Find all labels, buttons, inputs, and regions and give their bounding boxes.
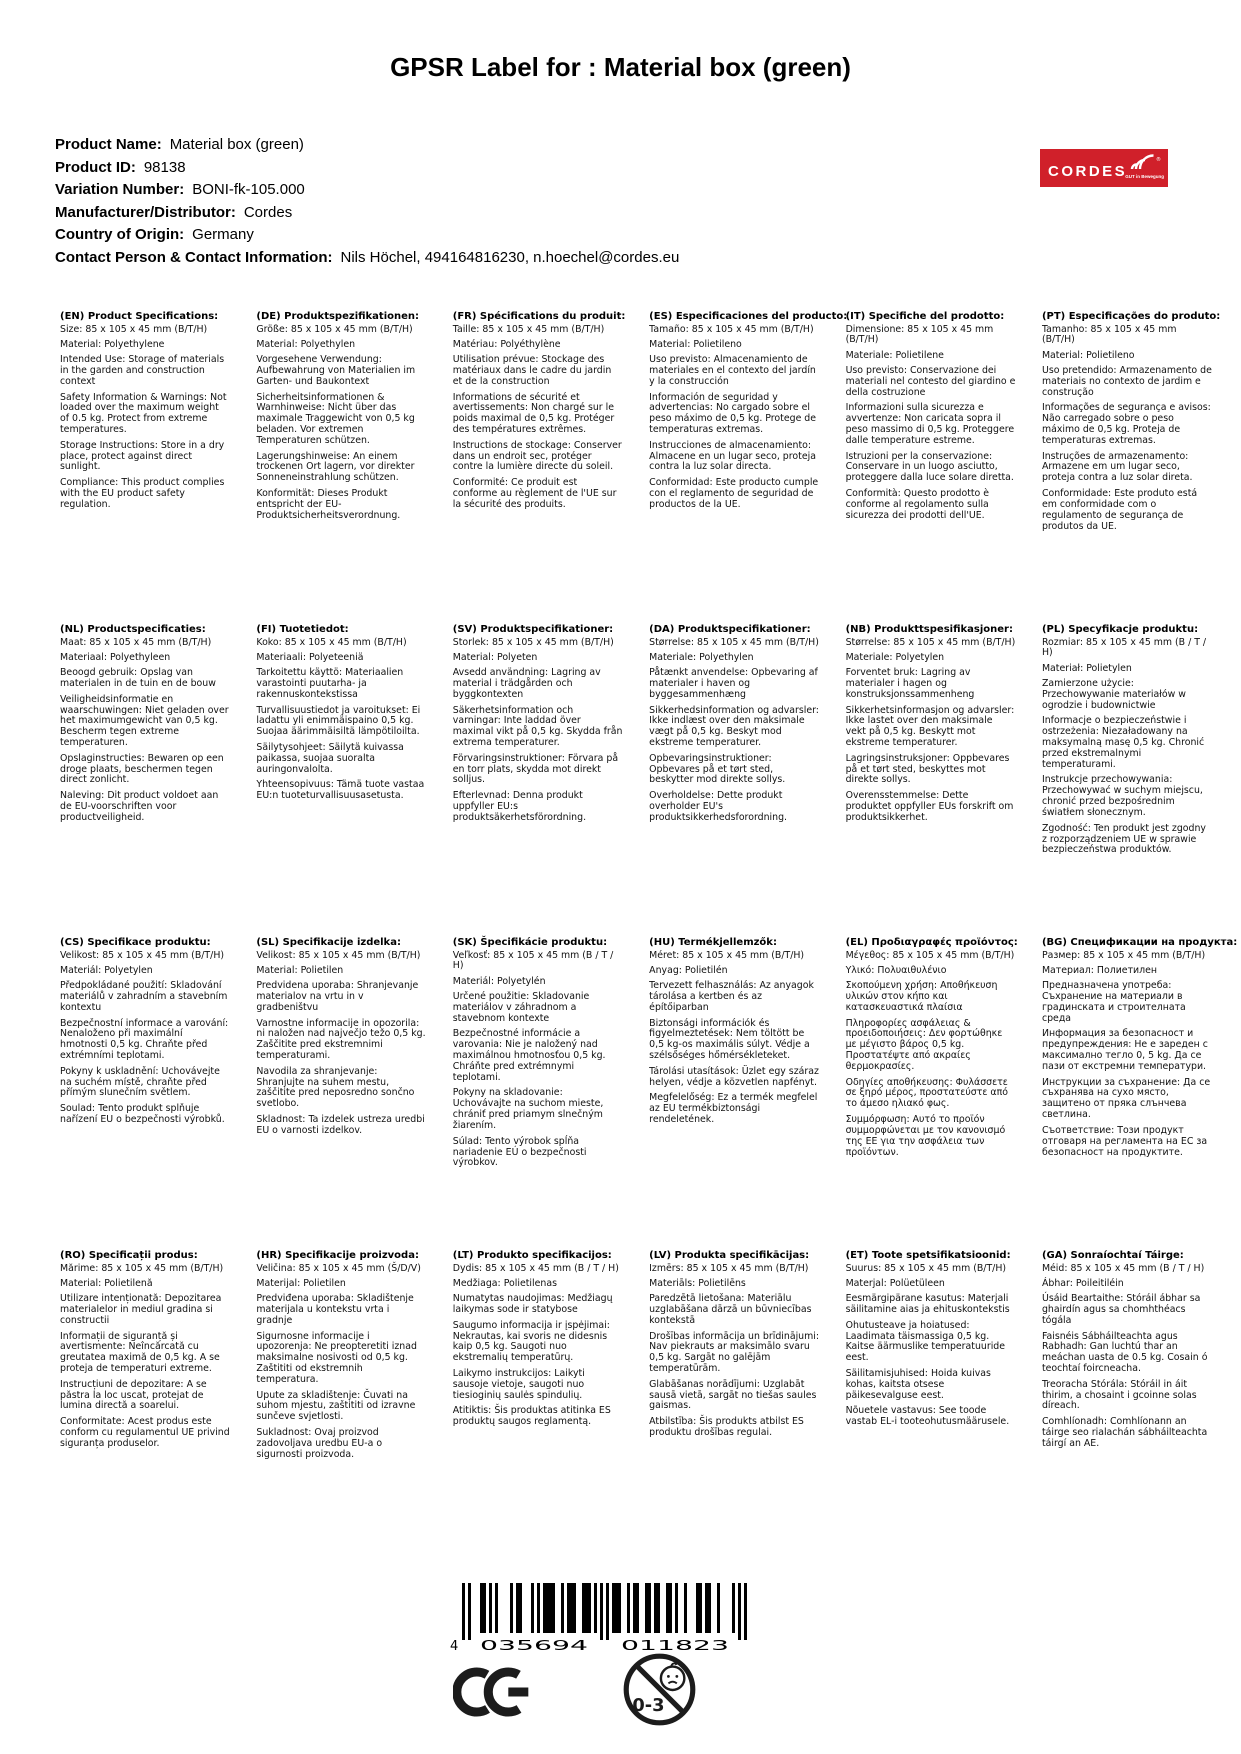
language-block-paragraph: Materiale: Polietilene	[845, 349, 944, 361]
language-block-paragraph: Nõuetele vastavus: See toode vastab EL-i tooteohutusmäärusele.	[845, 1404, 1010, 1427]
language-block-paragraph: Veľkosť: 85 x 105 x 45 mm (B / T / H)	[452, 949, 614, 972]
language-block-paragraph: Materiaal: Polyethyleen	[60, 651, 171, 663]
language-block-paragraph: Material: Polyethylen	[256, 338, 356, 350]
language-block-paragraph: Uso previsto: Conservazione dei materiali nel contesto del giardino e della costruzione	[845, 365, 1016, 399]
product-info-label: Contact Person & Contact Information:	[55, 248, 333, 266]
language-block-lt	[453, 1250, 623, 1563]
language-block-paragraph: Navodila za shranjevanje: Shranjujte na suhem mestu, zaščitite pred neposredno sončno svetlobo.	[256, 1065, 415, 1110]
language-block-paragraph: Instructions de stockage: Conserver dans un endroit sec, protéger contre la lumière directe du soleil.	[452, 439, 622, 473]
product-info-value: Nils Höchel, 494164816230, n.hoechel@cordes.eu	[340, 248, 680, 266]
language-block-header: (NL) Productspecificaties:	[60, 624, 206, 635]
language-block-paragraph: Maat: 85 x 105 x 45 mm (B/T/H)	[60, 636, 212, 648]
language-block-paragraph: Bezpečnostné informácie a varovania: Nie je naložený nad maximálnou hmotnosťou 0,5 kg. Chráňte pred extrémnymi teplotami.	[452, 1028, 606, 1084]
language-block-paragraph: Konformität: Dieses Produkt entspricht der EU-Produktsicherheitsverordnung.	[256, 487, 401, 521]
age-range-label: 0-3	[632, 1695, 665, 1717]
language-block-header: (HU) Termékjellemzők:	[649, 937, 777, 948]
language-block-et	[846, 1250, 1016, 1563]
language-block-header: (RO) Specificații produs:	[60, 1250, 198, 1261]
language-block-paragraph: Съответствие: Този продукт отговаря на регламента на ЕС за безопасност на продуктите.	[1041, 1124, 1208, 1158]
product-info-label: Country of Origin:	[55, 226, 185, 243]
language-block-paragraph: Forventet bruk: Lagring av materialer i hagen og konstruksjonssammenheng	[845, 667, 975, 701]
barcode-bar	[732, 1583, 735, 1633]
cordes-chevrons-icon	[1128, 153, 1162, 173]
barcode-bar	[705, 1583, 708, 1633]
barcode-bar	[654, 1583, 657, 1633]
barcode-bar	[489, 1583, 492, 1633]
language-block-fr	[452, 311, 626, 624]
language-block-el	[846, 937, 1016, 1250]
language-block-paragraph: Atbilstība: Šis produkts atbilst ES produktu drošības regulai.	[649, 1415, 804, 1438]
language-block-hu	[649, 937, 819, 1250]
language-block-paragraph: Úsáid Beartaithe: Stóráil ábhar sa ghairdín agus sa chomhthéacs tógála	[1041, 1293, 1201, 1327]
product-info-value: 98138	[143, 158, 186, 176]
barcode-bar	[552, 1583, 555, 1633]
language-block-paragraph: Säilytysohjeet: Säilytä kuivassa paikassa, suojaa suoralta auringonvalolta.	[256, 741, 404, 775]
language-block-paragraph: Skladnost: Ta izdelek ustreza uredbi EU o varnosti izdelkov.	[256, 1113, 425, 1136]
language-block-paragraph: Οδηγίες αποθήκευσης: Φυλάσσετε σε ξηρό μέρος, προστατεύστε από το άμεσο ηλιακό φως.	[845, 1076, 1008, 1110]
barcode-bar	[657, 1583, 660, 1633]
language-block-paragraph: Instrucțiuni de depozitare: A se păstra la loc uscat, protejat de lumina directă a soarelui.	[60, 1378, 207, 1412]
language-block-paragraph: Storage Instructions: Store in a dry place, protect against direct sunlight.	[60, 439, 225, 473]
language-block-paragraph: Instruções de armazenamento: Armazene em um lugar seco, proteja contra a luz solar direta.	[1041, 450, 1193, 484]
barcode-bar	[561, 1583, 564, 1633]
language-block-paragraph: Материал: Полиетилен	[1041, 964, 1158, 976]
language-block-paragraph: Ohutusteave ja hoiatused: Laadimata täismassiga 0,5 kg. Kaitse äärmuslike temperatuuride eest.	[845, 1319, 1006, 1364]
language-block-paragraph: Velikost: 85 x 105 x 45 mm (B/T/H)	[256, 949, 421, 961]
product-info-line	[55, 136, 679, 153]
product-info-line	[55, 159, 679, 176]
language-block-paragraph: Yhteensopivuus: Tämä tuote vastaa EU:n tuoteturvallisuusasetusta.	[256, 778, 425, 801]
language-block-paragraph: Informacje o bezpieczeństwie i ostrzeżenia: Niezaładowany na maksymalną masę 0,5 kg. Chronić przed ekstremalnymi temperaturami.	[1041, 715, 1205, 771]
language-block-paragraph: Påtænkt anvendelse: Opbevaring af materialer i haven og byggesammenhæng	[649, 667, 818, 701]
language-block-sv	[453, 624, 623, 937]
language-block-paragraph: Material: Polietileno	[649, 338, 742, 350]
language-block-paragraph: Instrucciones de almacenamiento: Almacene en un lugar seco, proteja contra la luz solar directa.	[649, 439, 816, 473]
language-block-paragraph: Material: Polyeten	[452, 651, 538, 663]
language-block-paragraph: Tervezett felhasználás: Az anyagok tárolása a kertben és az építőiparban	[649, 980, 814, 1014]
language-block-paragraph: Faisnéis Sábháilteachta agus Rabhadh: Gan luchtú thar an meáchan uasta de 0.5 kg. Cosain ó teochtaí foircneacha.	[1041, 1330, 1208, 1375]
barcode-bar	[510, 1583, 513, 1633]
language-block-paragraph: Συμμόρφωση: Αυτό το προϊόν συμμορφώνεται με τον κανονισμό της ΕΕ για την ασφάλεια των προϊόντων.	[845, 1113, 1006, 1158]
language-block-paragraph: Información de seguridad y advertencias: No cargado sobre el peso máximo de 0,5 kg. Protege de temperaturas extremas.	[649, 391, 817, 436]
barcode-bar	[615, 1583, 618, 1633]
language-block-paragraph: Υλικό: Πολυαιθυλένιο	[845, 964, 947, 976]
language-block-header: (IT) Specifiche del prodotto:	[845, 311, 1005, 322]
barcode-bar	[708, 1583, 711, 1633]
barcode-bar	[627, 1583, 630, 1633]
product-info-value: Germany	[192, 226, 254, 243]
language-block-paragraph: Suurus: 85 x 105 x 45 mm (B/T/H)	[845, 1262, 1007, 1274]
language-block-paragraph: Dydis: 85 x 105 x 45 mm (B / T / H)	[452, 1262, 619, 1274]
ean13-barcode	[450, 1583, 750, 1657]
language-block-paragraph: Materiál: Polyetylen	[60, 964, 153, 976]
language-block-de	[256, 311, 426, 624]
language-block-paragraph: Размер: 85 x 105 x 45 mm (B/T/H)	[1041, 949, 1206, 961]
language-block-paragraph: Materiał: Polietylen	[1041, 662, 1132, 674]
language-block-paragraph: Předpokládané použití: Skladování materiálů v zahradním a stavebním kontextu	[60, 980, 228, 1014]
language-block-header: (SL) Specifikacije izdelka:	[256, 937, 401, 948]
language-block-paragraph: Koko: 85 x 105 x 45 mm (B/T/H)	[256, 636, 407, 648]
language-block-da	[649, 624, 819, 937]
language-block-paragraph: Varnostne informacije in opozorila: ni naložen nad največjo težo 0,5 kg. Zaščitite pred ekstremnimi temperaturami.	[256, 1017, 426, 1062]
language-block-paragraph: Avsedd användning: Lagring av material i trädgården och byggkontexten	[452, 667, 601, 701]
barcode-bar	[546, 1583, 549, 1633]
language-block-nb	[846, 624, 1016, 937]
language-block-paragraph: Zamierzone użycie: Przechowywanie materiałów w ogrodzie i budownictwie	[1041, 678, 1186, 712]
language-block-header: (SK) Špecifikácie produktu:	[452, 937, 608, 948]
product-info	[55, 136, 679, 271]
language-block-paragraph: Naleving: Dit product voldoet aan de EU-voorschriften voor productveiligheid.	[60, 789, 219, 823]
barcode-bar	[585, 1583, 588, 1633]
registered-trademark-icon: ®	[1156, 157, 1161, 163]
language-block-header: (SV) Produktspecifikationer:	[452, 624, 614, 635]
language-block-sk	[453, 937, 623, 1250]
barcode-bar	[537, 1583, 540, 1633]
language-block-paragraph: Anyag: Polietilén	[649, 964, 728, 976]
language-block-paragraph: Utilizare intenționată: Depozitarea materialelor in mediul gradina si constructii	[60, 1293, 222, 1327]
barcode-bar	[633, 1583, 636, 1633]
language-block-paragraph: Pokyny k uskladnění: Uchovávejte na suchém místě, chraňte před přímým slunečním světlem.	[60, 1065, 220, 1099]
language-block-paragraph: Πληροφορίες ασφάλειας & προειδοποιήσεις: Δεν φορτώθηκε με μέγιστο βάρος 0,5 kg. Προστατέψτε από ακραίες θερμοκρασίες.	[845, 1017, 1003, 1073]
product-info-label: Manufacturer/Distributor:	[55, 203, 236, 221]
language-block-header: (EN) Product Specifications:	[60, 311, 219, 322]
language-block-paragraph: Upute za skladištenje: Čuvati na suhom mjestu, zaštititi od izravne sunčeve svjetlosti.	[256, 1389, 416, 1423]
barcode-bar	[573, 1583, 576, 1633]
barcode-bar	[483, 1583, 486, 1633]
age-warning-icon	[622, 1652, 697, 1727]
barcode-digits: 4	[450, 1639, 459, 1653]
language-block-header: (LV) Produkta specifikācijas:	[649, 1250, 810, 1261]
language-block-paragraph: Opslaginstructies: Bewaren op een droge plaats, beschermen tegen direct zonlicht.	[60, 752, 224, 786]
barcode-bar	[648, 1583, 651, 1633]
barcode-bar	[519, 1583, 522, 1633]
language-block-paragraph: Eesmärgipärane kasutus: Materjali säilitamine aias ja ehituskontekstis	[845, 1293, 1010, 1316]
language-block-paragraph: Pokyny na skladovanie: Uchovávajte na suchom mieste, chrániť pred priamym slnečným žiarením.	[452, 1087, 604, 1132]
language-block-paragraph: Materjal: Polüetüleen	[845, 1277, 945, 1289]
product-info-line	[55, 249, 679, 266]
product-info-value: Material box (green)	[169, 136, 304, 153]
barcode-bar	[744, 1583, 747, 1640]
language-block-paragraph: Lagringsinstruksjoner: Oppbevares på et tørt sted, beskyttes mot direkte sollys.	[845, 752, 1010, 786]
language-block-paragraph: Conformità: Questo prodotto è conforme al regolamento sulla sicurezza dei prodotti dell'UE.	[845, 487, 990, 521]
barcode-bar	[717, 1583, 720, 1633]
language-block-paragraph: Predvidena uporaba: Shranjevanje materialov na vrtu in v gradbeništvu	[256, 980, 419, 1014]
language-block-paragraph: Overholdelse: Dette produkt overholder EU's produktsikkerhedsforordning.	[649, 789, 787, 823]
language-block-paragraph: Safety Information & Warnings: Not loaded over the maximum weight of 0.5 kg. Protect from extreme temperatures.	[60, 391, 227, 436]
language-block-cs	[60, 937, 230, 1250]
barcode-bar	[495, 1583, 498, 1633]
language-block-paragraph: Informations de sécurité et avertissements: Non chargé sur le poids maximal de 0,5 kg. Protéger des températures extrêmes.	[452, 391, 615, 436]
language-block-paragraph: Materiaali: Polyeteeniä	[256, 651, 364, 663]
language-block-paragraph: Určené použitie: Skladovanie materiálov v záhradnom a stavebnom kontexte	[452, 991, 590, 1025]
language-block-paragraph: Materijal: Polietilen	[256, 1277, 346, 1289]
language-block-paragraph: Turvallisuustiedot ja varoitukset: Ei ladattu yli enimmäispaino 0,5 kg. Suojaa äärimmäisiltä lämpötiloilta.	[256, 704, 421, 738]
language-block-pl	[1042, 624, 1212, 937]
language-block-paragraph: Conformité: Ce produit est conforme au règlement de l'UE sur la sécurité des produits.	[452, 476, 617, 510]
language-block-bg	[1041, 937, 1238, 1250]
barcode-bar	[636, 1583, 639, 1633]
language-block-paragraph: Предназначена употреба: Съхранение на материали в градинската и строителната среда	[1041, 980, 1186, 1025]
language-block-paragraph: Информация за безопасност и предупреждения: Не е зареден с максимално тегло 0, 5 kg. Да се пази от екстремни температури.	[1041, 1028, 1208, 1073]
language-block-paragraph: Informazioni sulla sicurezza e avvertenze: Non caricata sopra il peso massimo di 0,5 kg. Proteggere dalle temperature estreme.	[845, 402, 1015, 447]
language-block-paragraph: Sicherheitsinformationen & Warnhinweise: Nicht über das maximale Traggewicht von 0,5 kg beladen. Vor extremen Temperaturen schützen.	[256, 391, 415, 447]
language-block-paragraph: Material: Polietileno	[1041, 349, 1135, 361]
language-block-header: (PL) Specyfikacje produktu:	[1041, 624, 1199, 635]
language-block-paragraph: Uso previsto: Almacenamiento de materiales en el contexto del jardín y la construcción	[649, 354, 816, 388]
product-info-line	[55, 204, 679, 221]
barcode-bar	[684, 1583, 687, 1633]
language-block-paragraph: Инструкции за съхранение: Да се съхранява на сухо място, защитено от пряка слънчева светлина.	[1041, 1076, 1211, 1121]
product-info-line	[55, 226, 679, 243]
language-block-paragraph: Izmērs: 85 x 105 x 45 mm (B/T/H)	[649, 1262, 809, 1274]
language-block-paragraph: Súlad: Tento výrobok spĺňa nariadenie EÚ o bezpečnosti výrobkov.	[452, 1135, 587, 1169]
language-block-paragraph: Velikost: 85 x 105 x 45 mm (B/T/H)	[60, 949, 225, 961]
barcode-digits: 035694	[480, 1639, 588, 1653]
language-block-paragraph: Conformitate: Acest produs este conform cu regulamentul UE privind siguranța produselor.	[60, 1415, 230, 1449]
language-block-paragraph: Uso pretendido: Armazenamento de materiais no contexto de jardim e construção	[1041, 365, 1212, 399]
barcode-bar	[462, 1583, 465, 1640]
language-block-paragraph: Størrelse: 85 x 105 x 45 mm (B/T/H)	[649, 636, 819, 648]
language-block-paragraph: Dimensione: 85 x 105 x 45 mm (B/T/H)	[845, 323, 994, 346]
language-block-paragraph: Informații de siguranță și avertismente: Neîncărcată cu greutatea maximă de 0,5 kg. A se proteja de temperaturi extreme.	[60, 1330, 220, 1375]
language-block-paragraph: Treoracha Stórála: Stóráil in áit thirim, a chosaint i gcoinne solas díreach.	[1041, 1378, 1197, 1412]
barcode-bar	[531, 1583, 534, 1633]
language-block-paragraph: Veiligheidsinformatie en waarschuwingen: Niet geladen over het maximumgewicht van 0,5 kg. Bescherm tegen extreme temperaturen.	[60, 693, 229, 749]
language-block-paragraph: Größe: 85 x 105 x 45 mm (B/T/H)	[256, 323, 413, 335]
language-block-paragraph: Saugumo informacija ir įspėjimai: Nekrautas, kai svoris ne didesnis kaip 0,5 kg. Saugoti nuo ekstremalių temperatūrų.	[452, 1319, 610, 1364]
language-block-paragraph: Paredzētā lietošana: Materiālu uzglabāšana dārzā un būvniecības kontekstā	[649, 1293, 812, 1327]
cordes-logo-tagline: GUT in Bewegung	[1125, 174, 1164, 179]
language-block-header: (EL) Προδιαγραφές προϊόντος:	[845, 937, 1018, 948]
barcode-bar	[594, 1583, 597, 1633]
language-block-paragraph: Μέγεθος: 85 x 105 x 45 mm (B/T/H)	[845, 949, 1015, 961]
language-block-header: (NB) Produkttspesifikasjoner:	[845, 624, 1013, 635]
language-block-paragraph: Glabāšanas norādījumi: Uzglabāt sausā vietā, sargāt no tiešas saules gaismas.	[649, 1378, 817, 1412]
language-block-paragraph: Istruzioni per la conservazione: Conservare in un luogo asciutto, proteggere dalla luce solare diretta.	[845, 450, 1014, 484]
barcode-bar	[699, 1583, 702, 1633]
language-block-paragraph: Numatytas naudojimas: Medžiagų laikymas sode ir statybose	[452, 1293, 613, 1316]
language-block-paragraph: Conformidad: Este producto cumple con el reglamento de seguridad de productos de la UE.	[649, 476, 819, 510]
barcode-bar	[567, 1583, 570, 1633]
language-block-lv	[649, 1250, 819, 1563]
language-block-header: (LT) Produkto specifikacijos:	[452, 1250, 612, 1261]
language-block-paragraph: Comhlíonadh: Comhlíonann an táirge seo rialachán sábháilteachta táirgí an AE.	[1041, 1415, 1208, 1449]
product-info-value: BONI-fk-105.000	[192, 181, 305, 198]
page-title: GPSR Label for : Material box (green)	[390, 52, 851, 82]
language-block-paragraph: Tamaño: 85 x 105 x 45 mm (B/T/H)	[649, 323, 814, 335]
language-block-paragraph: Materiale: Polyetylen	[845, 651, 945, 663]
barcode-digits: 011823	[621, 1639, 729, 1653]
language-block-paragraph: Mărime: 85 x 105 x 45 mm (B/T/H)	[60, 1262, 224, 1274]
language-block-paragraph: Zgodność: Ten produkt jest zgodny z rozporządzeniem UE w sprawie bezpieczeństwa produktów.	[1041, 822, 1206, 856]
language-block-paragraph: Medžiaga: Polietilenas	[452, 1277, 557, 1289]
language-block-hr	[256, 1250, 426, 1563]
barcode-bar	[675, 1583, 678, 1633]
language-block-paragraph: Megfelelőség: Ez a termék megfelel az EU termékbiztonsági rendeletének.	[649, 1091, 818, 1125]
language-block-paragraph: Tamanho: 85 x 105 x 45 mm (B/T/H)	[1041, 323, 1177, 346]
language-block-paragraph: Conformidade: Este produto está em conformidade com o regulamento de segurança de produtos da UE.	[1041, 487, 1198, 532]
language-block-header: (CS) Specifikace produktu:	[60, 937, 211, 948]
language-block-header: (GA) Sonraíochtaí Táirge:	[1041, 1250, 1184, 1261]
language-block-paragraph: Materiál: Polyetylén	[452, 975, 546, 987]
barcode-bar	[516, 1583, 519, 1633]
language-block-paragraph: Sikkerhedsinformation og advarsler: Ikke indlæst over den maksimale vægt på 0,5 kg. Beskyt mod ekstreme temperaturer.	[649, 704, 819, 749]
language-block-paragraph: Laikymo instrukcijos: Laikyti sausoje vietoje, saugoti nuo tiesioginių saulės spindulių.	[452, 1367, 585, 1401]
language-block-header: (DA) Produktspecifikationer:	[649, 624, 811, 635]
barcode-bar	[480, 1583, 483, 1633]
language-block-paragraph: Informações de segurança e avisos: Não carregado sobre o peso máximo de 0,5 kg. Proteja de temperaturas extremas.	[1041, 402, 1211, 447]
barcode-bar	[666, 1583, 669, 1633]
language-block-it	[846, 311, 1016, 624]
language-block-paragraph: Opbevaringsinstruktioner: Opbevares på et tørt sted, beskytter mod direkte sollys.	[649, 752, 786, 786]
barcode-bar	[582, 1583, 585, 1633]
language-block-sl	[256, 937, 426, 1250]
language-block-nl	[60, 624, 230, 937]
language-block-paragraph: Materiale: Polyethylen	[649, 651, 754, 663]
language-block-paragraph: Förvaringsinstruktioner: Förvara på en torr plats, skydda mot direkt solljus.	[452, 752, 619, 786]
barcode-bar	[570, 1583, 573, 1633]
language-block-paragraph: Rozmiar: 85 x 105 x 45 mm (B / T / H)	[1041, 636, 1207, 659]
language-block-paragraph: Bezpečnostní informace a varování: Nenaloženo při maximální hmotnosti 0,5 kg. Chraňte před extrémními teplotami.	[60, 1017, 229, 1062]
language-block-paragraph: Sukladnost: Ovaj proizvod zadovoljava uredbu EU-a o sigurnosti proizvoda.	[256, 1426, 383, 1460]
language-block-paragraph: Atitiktis: Šis produktas atitinka ES produktų saugos reglamentą.	[452, 1404, 611, 1427]
product-info-value: Cordes	[243, 203, 293, 221]
language-block-paragraph: Ábhar: Poileitiléin	[1041, 1277, 1124, 1289]
language-block-paragraph: Material: Polyethylene	[60, 338, 165, 350]
language-block-header: (FI) Tuotetiedot:	[256, 624, 349, 635]
language-block-es	[649, 311, 848, 624]
language-block-paragraph: Materiāls: Polietilēns	[649, 1277, 746, 1289]
language-grid	[60, 311, 1238, 1563]
language-block-ga	[1042, 1250, 1212, 1563]
barcode-bar	[612, 1583, 615, 1633]
barcode-bar	[618, 1583, 621, 1633]
language-block-paragraph: Vorgesehene Verwendung: Aufbewahrung von Materialien im Garten- und Baukontext	[256, 354, 416, 388]
language-block-paragraph: Material: Polietilenă	[60, 1277, 153, 1289]
language-block-paragraph: Instrukcje przechowywania: Przechowywać w suchym miejscu, chronić przed bezpośrednim światłem słonecznym.	[1041, 774, 1203, 819]
language-block-header: (PT) Especificações do produto:	[1041, 311, 1221, 322]
product-info-line	[55, 181, 679, 198]
language-block-paragraph: Méid: 85 x 105 x 45 mm (B / T / H)	[1041, 1262, 1205, 1274]
language-block-header: (ES) Especificaciones del producto:	[649, 311, 848, 322]
product-info-label: Variation Number:	[55, 181, 185, 198]
barcode-bar	[549, 1583, 552, 1633]
language-block-header: (HR) Specifikacije proizvoda:	[256, 1250, 419, 1261]
barcode-bar	[738, 1583, 741, 1640]
barcode-bar	[606, 1583, 609, 1640]
language-block-en	[60, 311, 230, 624]
barcode-bar	[543, 1583, 546, 1633]
language-block-paragraph: Beoogd gebruik: Opslag van materialen in de tuin en de bouw	[60, 667, 216, 690]
language-block-header: (DE) Produktspezifikationen:	[256, 311, 420, 322]
ce-mark-icon	[453, 1663, 535, 1721]
cordes-logo-text: CORDES	[1048, 163, 1128, 180]
barcode-bar	[645, 1583, 648, 1633]
barcode-bar	[669, 1583, 672, 1633]
language-block-paragraph: Σκοπούμενη χρήση: Αποθήκευση υλικών στον κήπο και κατασκευαστικά πλαίσια	[845, 980, 998, 1014]
language-block-paragraph: Matériau: Polyéthylène	[452, 338, 561, 350]
language-block-paragraph: Efterlevnad: Denna produkt uppfyller EU:s produktsäkerhetsförordning.	[452, 789, 587, 823]
language-block-paragraph: Intended Use: Storage of materials in the garden and construction context	[60, 354, 225, 388]
language-block-pt	[1041, 311, 1221, 624]
language-block-paragraph: Compliance: This product complies with the EU product safety regulation.	[60, 476, 225, 510]
barcode-bar	[696, 1583, 699, 1633]
language-block-paragraph: Predviđena uporaba: Skladištenje materijala u kontekstu vrta i gradnje	[256, 1293, 414, 1327]
language-block-paragraph: Veličina: 85 x 105 x 45 mm (Š/D/V)	[256, 1262, 421, 1274]
product-info-label: Product Name:	[55, 136, 162, 153]
language-block-paragraph: Størrelse: 85 x 105 x 45 mm (B/T/H)	[845, 636, 1016, 648]
language-block-paragraph: Säkerhetsinformation och varningar: Inte laddad över maximal vikt på 0,5 kg. Skydda från extrema temperaturer.	[452, 704, 623, 749]
language-block-paragraph: Utilisation prévue: Stockage des matériaux dans le cadre du jardin et de la construction	[452, 354, 612, 388]
language-block-paragraph: Tárolási utasítások: Üzlet egy száraz helyen, védje a közvetlen napfényt.	[649, 1065, 819, 1088]
language-block-paragraph: Storlek: 85 x 105 x 45 mm (B/T/H)	[452, 636, 614, 648]
language-block-paragraph: Drošības informācija un brīdinājumi: Nav piekrauts ar maksimālo svaru 0,5 kg. Sargāt no galējām temperatūrām.	[649, 1330, 820, 1375]
language-block-header: (FR) Spécifications du produit:	[452, 311, 626, 322]
language-block-paragraph: Méret: 85 x 105 x 45 mm (B/T/H)	[649, 949, 805, 961]
barcode-bar	[588, 1583, 591, 1633]
language-block-fi	[256, 624, 426, 937]
language-block-paragraph: Sigurnosne informacije i upozorenja: Ne preopteretiti iznad maksimalne nosivosti od 0,5 kg. Zaštititi od ekstremnih temperatura.	[256, 1330, 417, 1386]
language-block-paragraph: Sikkerhetsinformasjon og advarsler: Ikke lastet over den maksimale vekt på 0,5 kg. Beskytt mot ekstreme temperaturer.	[845, 704, 1015, 749]
language-block-header: (BG) Спецификации на продукта:	[1041, 937, 1238, 948]
product-info-label: Product ID:	[55, 158, 136, 176]
language-block-paragraph: Lagerungshinweise: An einem trockenen Ort lagern, vor direkter Sonneneinstrahlung schützen.	[256, 450, 415, 484]
language-block-paragraph: Size: 85 x 105 x 45 mm (B/T/H)	[60, 323, 208, 335]
language-block-ro	[60, 1250, 230, 1563]
language-block-paragraph: Material: Polietilen	[256, 964, 344, 976]
language-block-header: (ET) Toote spetsifikatsioonid:	[845, 1250, 1011, 1261]
barcode-bar	[468, 1583, 471, 1640]
language-block-paragraph: Säilitamisjuhised: Hoida kuivas kohas, kaitsta otsese päikesevalguse eest.	[845, 1367, 991, 1401]
language-block-paragraph: Tarkoitettu käyttö: Materiaalien varastointi puutarha- ja rakennuskontekstissa	[256, 667, 404, 701]
language-block-paragraph: Soulad: Tento produkt splňuje nařízení EU o bezpečnosti výrobků.	[60, 1102, 225, 1125]
language-block-paragraph: Taille: 85 x 105 x 45 mm (B/T/H)	[452, 323, 605, 335]
cordes-logo	[1040, 149, 1168, 187]
barcode-bar	[600, 1583, 603, 1640]
language-block-paragraph: Biztonsági információk és figyelmeztetések: Nem töltött be 0,5 kg-os maximális súlyt. Védje a szélsőséges hőmérsékleteket.	[649, 1017, 810, 1062]
language-block-paragraph: Overensstemmelse: Dette produktet oppfyller EUs forskrift om produktsikkerhet.	[845, 789, 1014, 823]
